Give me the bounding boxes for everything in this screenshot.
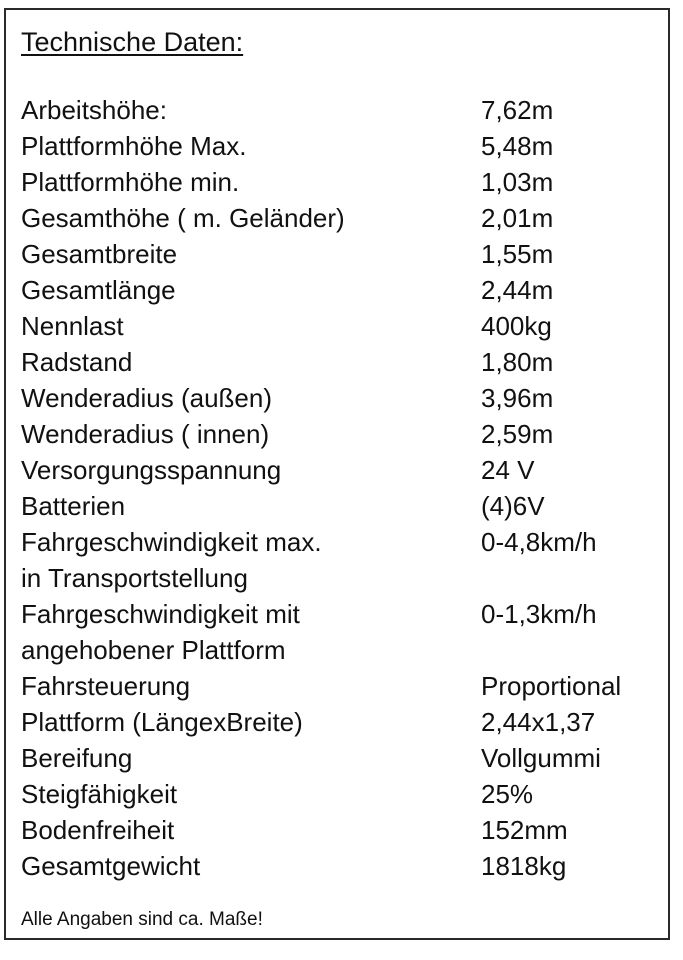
spec-row: [21, 740, 661, 776]
spec-value: 2,59m: [481, 419, 554, 449]
spec-value: 3,96m: [481, 383, 554, 413]
spec-label-line: Batterien: [21, 491, 126, 521]
spec-row: [21, 416, 661, 452]
spec-row: [21, 812, 661, 848]
spec-label-line: in Transportstellung: [21, 563, 248, 593]
spec-row: [21, 164, 661, 200]
spec-label-line: Gesamtlänge: [21, 275, 176, 305]
spec-row: [21, 308, 661, 344]
spec-value: 400kg: [481, 311, 552, 341]
footnote: Alle Angaben sind ca. Maße!: [21, 909, 263, 930]
spec-label-line: Fahrsteuerung: [21, 671, 191, 701]
spec-label: [21, 164, 481, 200]
spec-label: [21, 344, 481, 380]
spec-label: [21, 848, 481, 884]
spec-row: [21, 380, 661, 416]
spec-label-line: Fahrgeschwindigkeit max.: [21, 527, 322, 557]
spec-row: [21, 236, 661, 272]
spec-value: 1,03m: [481, 167, 554, 197]
spec-label: [21, 452, 481, 488]
spec-value: 0-4,8km/h: [481, 527, 597, 557]
spec-value: 1,80m: [481, 347, 554, 377]
spec-label: [21, 200, 481, 236]
spec-label-line: angehobener Plattform: [21, 635, 286, 665]
spec-label: [21, 596, 481, 668]
spec-label-line: Plattform (LängexBreite): [21, 707, 303, 737]
spec-value: (4)6V: [481, 491, 545, 521]
spec-value: 152mm: [481, 815, 568, 845]
spec-row: [21, 668, 661, 704]
spec-label-line: Nennlast: [21, 311, 124, 341]
spec-value: 0-1,3km/h: [481, 599, 597, 629]
spec-list: [21, 92, 661, 884]
spec-value: 25%: [481, 779, 534, 809]
spec-row: [21, 596, 661, 668]
spec-label: [21, 488, 481, 524]
spec-row: [21, 776, 661, 812]
spec-label: [21, 704, 481, 740]
page-title: Technische Daten:: [21, 27, 244, 57]
spec-value: 1818kg: [481, 851, 567, 881]
spec-value: 7,62m: [481, 95, 554, 125]
spec-row: [21, 128, 661, 164]
spec-value: 2,44x1,37: [481, 707, 596, 737]
spec-label-line: Gesamtgewicht: [21, 851, 201, 881]
spec-label: [21, 740, 481, 776]
spec-row: [21, 92, 661, 128]
spec-label: [21, 236, 481, 272]
spec-label-line: Arbeitshöhe:: [21, 95, 167, 125]
spec-label: [21, 668, 481, 704]
spec-row: [21, 524, 661, 596]
spec-label-line: Bodenfreiheit: [21, 815, 175, 845]
spec-value: 2,01m: [481, 203, 554, 233]
spec-label-line: Fahrgeschwindigkeit mit: [21, 599, 300, 629]
spec-label-line: Wenderadius (außen): [21, 383, 272, 413]
spec-label-line: Gesamthöhe ( m. Geländer): [21, 203, 345, 233]
spec-row: [21, 272, 661, 308]
spec-value: 1,55m: [481, 239, 554, 269]
spec-row: [21, 200, 661, 236]
spec-value: 5,48m: [481, 131, 554, 161]
spec-sheet: [4, 8, 670, 940]
spec-value: Vollgummi: [481, 743, 601, 773]
spec-row: [21, 704, 661, 740]
spec-label: [21, 776, 481, 812]
spec-label-line: Wenderadius ( innen): [21, 419, 270, 449]
spec-label-line: Versorgungsspannung: [21, 455, 282, 485]
spec-label-line: Steigfähigkeit: [21, 779, 178, 809]
spec-label-line: Plattformhöhe min.: [21, 167, 240, 197]
spec-value: 2,44m: [481, 275, 554, 305]
spec-label-line: Plattformhöhe Max.: [21, 131, 247, 161]
spec-label: [21, 380, 481, 416]
spec-row: [21, 848, 661, 884]
spec-label: [21, 416, 481, 452]
spec-value: 24 V: [481, 455, 535, 485]
spec-row: [21, 488, 661, 524]
spec-label-line: Gesamtbreite: [21, 239, 178, 269]
spec-row: [21, 452, 661, 488]
spec-label: [21, 92, 481, 128]
spec-label-line: Bereifung: [21, 743, 133, 773]
spec-label: [21, 308, 481, 344]
spec-label: [21, 524, 481, 596]
spec-label: [21, 272, 481, 308]
spec-value: Proportional: [481, 671, 622, 701]
spec-label: [21, 128, 481, 164]
spec-row: [21, 344, 661, 380]
spec-label-line: Radstand: [21, 347, 133, 377]
spec-label: [21, 812, 481, 848]
